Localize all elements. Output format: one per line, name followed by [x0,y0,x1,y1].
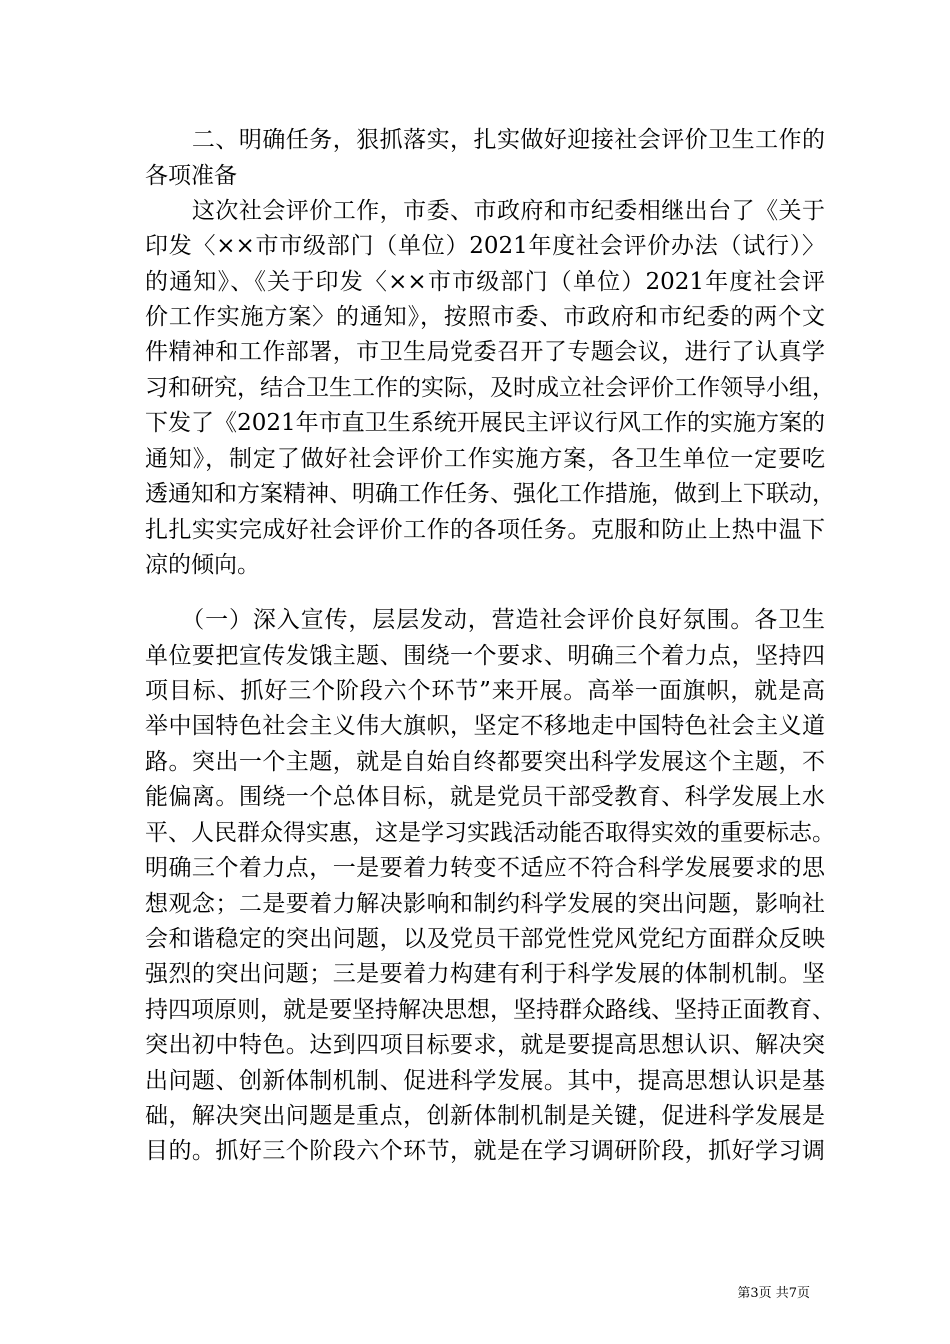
text-line: 路。突出一个主题，就是自始自终都要突出科学发展这个主题，不 [145,749,825,775]
text-line: 强烈的突出问题；三是要着力构建有利于科学发展的体制机制。坚 [145,961,825,987]
text-line: 下发了《2021年市直卫生系统开展民主评议行风工作的实施方案的 [145,410,825,436]
text-line: 透通知和方案精神、明确工作任务、强化工作措施，做到上下联动， [145,481,835,507]
text-line: 的通知》、《关于印发〈××市市级部门（单位）2021年度社会评 [145,269,825,295]
text-line: （一）深入宣传，层层发动，营造社会评价良好氛围。各卫生 [145,607,825,633]
text-line: 单位要把宣传发饿主题、围绕一个要求、明确三个着力点，坚持四 [145,643,825,669]
text-line: 会和谐稳定的突出问题，以及党员干部党性党风党纪方面群众反映 [145,926,825,952]
text-line: 印发〈××市市级部门（单位）2021年度社会评价办法（试行）〉 [145,233,825,259]
text-line: 件精神和工作部署，市卫生局党委召开了专题会议，进行了认真学 [145,339,825,365]
text-line: 价工作实施方案〉的通知》，按照市委、市政府和市纪委的两个文 [145,304,825,330]
text-line: 目的。抓好三个阶段六个环节，就是在学习调研阶段，抓好学习调 [145,1138,825,1164]
text-line: 础，解决突出问题是重点，创新体制机制是关键，促进科学发展是 [145,1103,825,1129]
text-line: 想观念；二是要着力解决影响和制约科学发展的突出问题，影响社 [145,891,825,917]
text-line: 突出初中特色。达到四项目标要求，就是要提高思想认识、解决突 [145,1032,825,1058]
text-line: 这次社会评价工作，市委、市政府和市纪委相继出台了《关于 [145,198,825,224]
text-line: 举中国特色社会主义伟大旗帜，坚定不移地走中国特色社会主义道 [145,713,825,739]
text-line: 各项准备 [145,163,237,189]
text-line: 出问题、创新体制机制、促进科学发展。其中，提高思想认识是基 [145,1068,825,1094]
text-line: 二、明确任务，狠抓落实，扎实做好迎接社会评价卫生工作的 [145,127,825,153]
page-number: 第3页 共7页 [737,1286,810,1301]
text-line: 通知》，制定了做好社会评价工作实施方案，各卫生单位一定要吃 [145,446,825,472]
text-line: 项目标、抓好三个阶段六个环节”来开展。高举一面旗帜，就是高 [145,678,825,704]
text-line: 扎扎实实完成好社会评价工作的各项任务。克服和防止上热中温下 [145,517,825,543]
text-line: 凉的倾向。 [145,552,260,578]
text-line: 能偏离。围绕一个总体目标，就是党员干部受教育、科学发展上水 [145,784,825,810]
text-line: 持四项原则，就是要坚持解决思想，坚持群众路线、坚持正面教育、 [145,997,835,1023]
text-line: 明确三个着力点，一是要着力转变不适应不符合科学发展要求的思 [145,855,825,881]
text-line: 习和研究，结合卫生工作的实际，及时成立社会评价工作领导小组， [145,375,835,401]
text-line: 平、人民群众得实惠，这是学习实践活动能否取得实效的重要标志。 [145,820,835,846]
